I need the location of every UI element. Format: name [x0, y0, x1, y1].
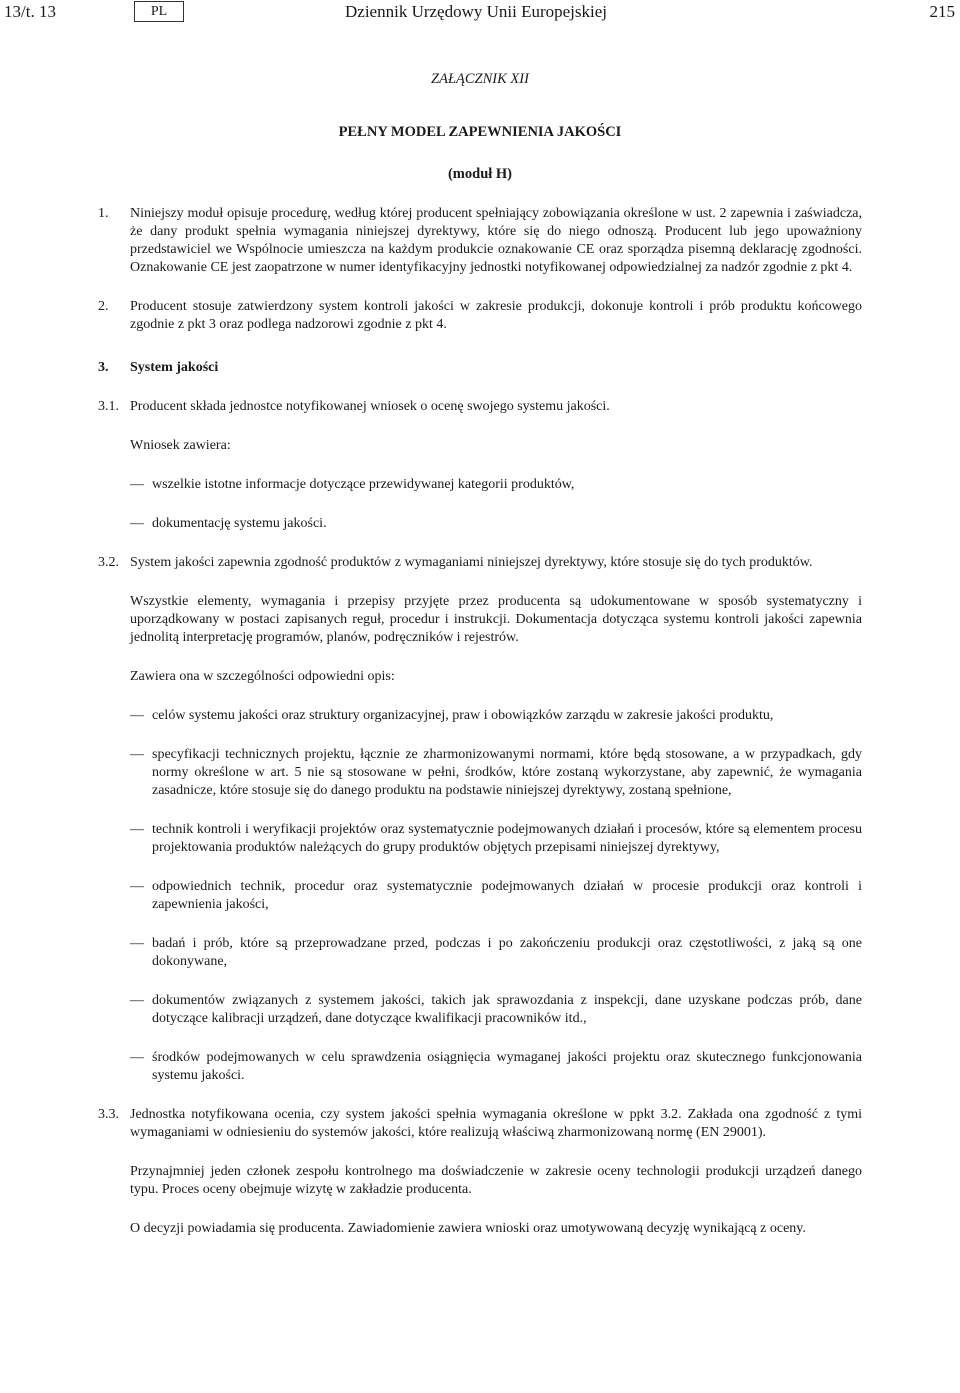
list-item — [98, 707, 862, 725]
dash-marker: — — [130, 1050, 144, 1065]
list-item — [98, 821, 862, 857]
list-item-text: środków podejmowanych w celu sprawdzenia osiągnięcia wymaganej jakości projektu oraz skutecznego funkcjonowania systemu jakości. — [152, 1050, 862, 1083]
dash-marker: — — [130, 516, 144, 531]
journal-title: Dziennik Urzędowy Unii Europejskiej — [345, 2, 608, 21]
dash-marker: — — [130, 993, 144, 1008]
paragraph: O decyzji powiadamia się producenta. Zawiadomienie zawiera wnioski oraz umotywowaną decyzję wynikającą z oceny. — [130, 1221, 806, 1236]
paragraph: Wszystkie elementy, wymagania i przepisy przyjęte przez producenta są udokumentowane w sposób systematyczny i uporządkowany w postaci zapisanych reguł, procedur i instrukcji. Dokumentacja dotycząca systemu kontroli jakości zapewnia jednolitą interpretację programów, planów, podręczników i rejestrów. — [130, 594, 862, 645]
section-number: 3. — [98, 360, 109, 375]
list-item-text: specyfikacji technicznych projektu, łącznie ze zharmonizowanymi normami, które będą stosowane, a w przypadkach, gdy normy określone w art. 5 nie są stosowane w pełni, środków, które zostaną wykorzystane, aby zapewnić, że wymagania zasadnicze, które stosuje się do danego produktu na podstawie niniejszej dyrektywy, zostaną spełnione, — [152, 747, 862, 798]
section-number: 2. — [98, 299, 109, 314]
document-body — [98, 205, 862, 1238]
section-number: 3.2. — [98, 555, 119, 570]
section-3-3 — [98, 1106, 862, 1142]
list-item — [98, 746, 862, 800]
section-text: Jednostka notyfikowana ocenia, czy system jakości spełnia wymagania określone w ppkt 3.2. Zakłada ona zgodność z tymi wymaganiami w odniesieniu do systemów jakości, które realizują właściwą zharmonizowaną normę (EN 29001). — [130, 1107, 862, 1140]
section-text: Niniejszy moduł opisuje procedurę, według której producent spełniający zobowiązania określone w ust. 2 zapewnia i zaświadcza, że dany produkt spełnia wymagania niniejszej dyrektywy, które się do niego odnoszą. Producent lub jego upoważniony przedstawiciel we Wspólnocie umieszcza na każdym produkcie oznakowanie CE oraz sporządza pisemną deklarację zgodności. Oznakowanie CE jest zaopatrzone w numer identyfikacyjny jednostki notyfikowanej odpowiedzialnej za nadzór zgodnie z pkt 4. — [130, 206, 862, 275]
list-item — [98, 515, 862, 533]
section-number: 3.3. — [98, 1107, 119, 1122]
section-heading: System jakości — [130, 360, 219, 375]
dash-marker: — — [130, 477, 144, 492]
list-item-text: celów systemu jakości oraz struktury organizacyjnej, praw i obowiązków zarządu w zakresie jakości produktu, — [152, 708, 774, 723]
section-number: 3.1. — [98, 399, 119, 414]
list-item — [98, 992, 862, 1028]
section-text: System jakości zapewnia zgodność produktów z wymaganiami niniejszej dyrektywy, które stosuje się do tych produktów. — [130, 555, 813, 570]
list-item-text: dokumentów związanych z systemem jakości, takich jak sprawozdania z inspekcji, dane uzyskane podczas prób, dane dotyczące kalibracji urządzeń, dane dotyczące kwalifikacji pracowników itd., — [152, 993, 862, 1026]
list-item — [98, 1049, 862, 1085]
section-text: Producent składa jednostce notyfikowanej wniosek o ocenę swojego systemu jakości. — [130, 399, 610, 414]
section-number: 1. — [98, 206, 109, 221]
paragraph: Zawiera ona w szczególności odpowiedni opis: — [130, 669, 395, 684]
list-item-text: badań i prób, które są przeprowadzane przed, podczas i po zakończeniu produkcji oraz częstotliwości, z jaką są one dokonywane, — [152, 936, 862, 969]
issue-reference: 13/t. 13 — [4, 2, 56, 21]
list-item-text: odpowiednich technik, procedur oraz systematycznie podejmowanych działań w procesie produkcji oraz kontroli i zapewnienia jakości, — [152, 879, 862, 912]
annex-title: ZAŁĄCZNIK XII — [431, 71, 529, 87]
paragraph: Wniosek zawiera: — [130, 438, 231, 453]
list-item — [98, 476, 862, 494]
page-number: 215 — [929, 2, 955, 21]
list-item-text: technik kontroli i weryfikacji projektów oraz systematycznie podejmowanych działań i procesów, które są elementem procesu projektowania produktów należących do grupy produktów objętych przepisami niniejszej dyrektywy, — [152, 822, 862, 855]
page-header — [0, 0, 960, 26]
list-item-text: wszelkie istotne informacje dotyczące przewidywanej kategorii produktów, — [152, 477, 575, 492]
section-3-2 — [98, 554, 862, 572]
list-item — [98, 935, 862, 971]
model-title: PEŁNY MODEL ZAPEWNIENIA JAKOŚCI — [338, 124, 622, 140]
list-item — [98, 878, 862, 914]
dash-marker: — — [130, 747, 144, 762]
section-1 — [98, 205, 862, 277]
paragraph: Przynajmniej jeden członek zespołu kontrolnego ma doświadczenie w zakresie oceny technologii produkcji urządzeń danego typu. Proces oceny obejmuje wizytę w zakładzie producenta. — [130, 1164, 862, 1197]
section-3-heading — [98, 359, 862, 377]
section-3-1 — [98, 398, 862, 416]
dash-marker: — — [130, 936, 144, 951]
section-text: Producent stosuje zatwierdzony system kontroli jakości w zakresie produkcji, dokonuje kontroli i prób produktu końcowego zgodnie z pkt 3 oraz podlega nadzorowi zgodnie z pkt 4. — [130, 299, 862, 332]
dash-marker: — — [130, 708, 144, 723]
section-2 — [98, 298, 862, 334]
module-label: (moduł H) — [447, 166, 513, 182]
list-item-text: dokumentację systemu jakości. — [152, 516, 327, 531]
language-badge: PL — [134, 1, 184, 22]
dash-marker: — — [130, 822, 144, 837]
dash-marker: — — [130, 879, 144, 894]
